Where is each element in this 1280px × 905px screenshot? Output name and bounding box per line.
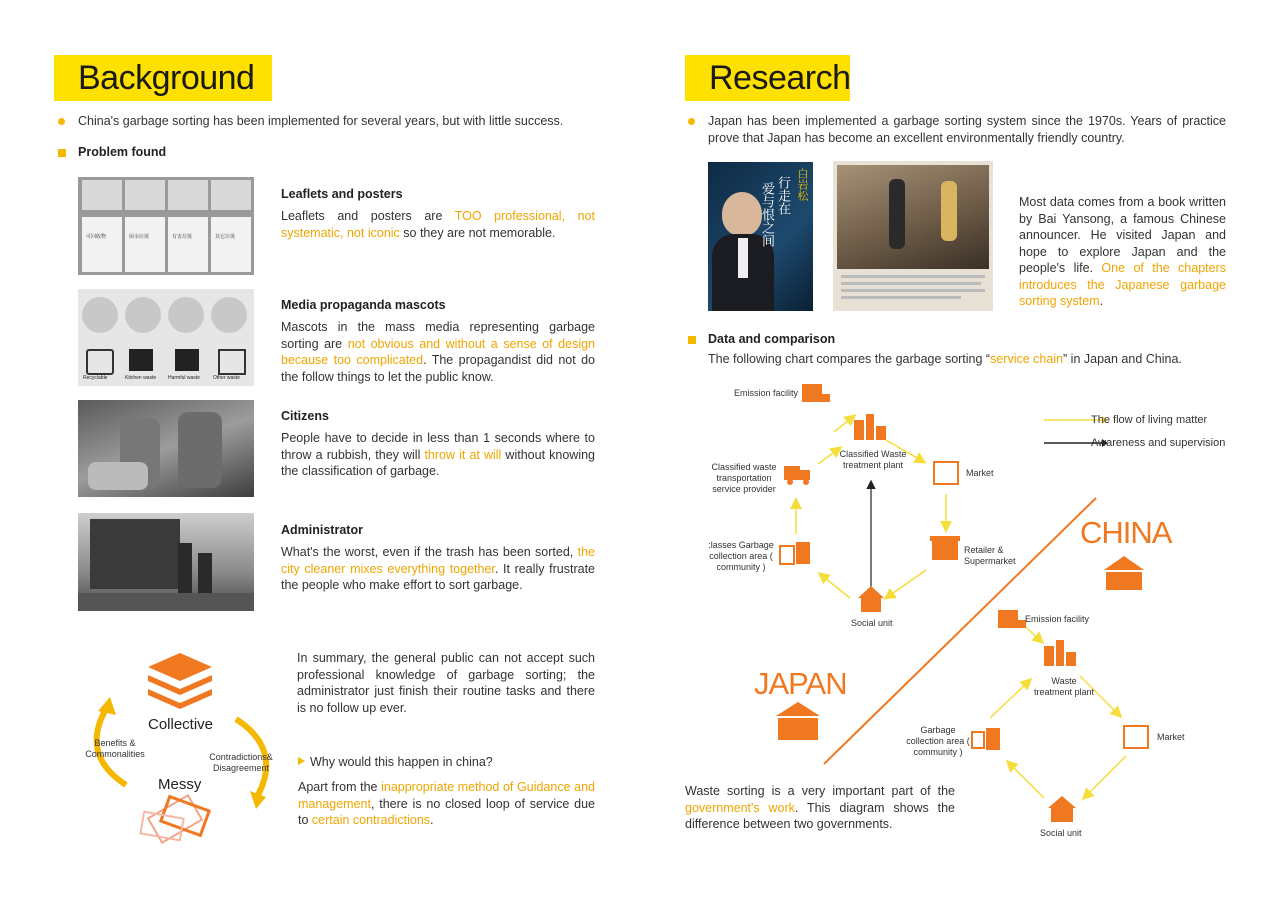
jp-transport-label: Classified waste transportation service provider — [711, 462, 777, 494]
japan-bank-icon — [776, 702, 820, 716]
arrow-cn-market-to-social — [1084, 756, 1126, 798]
background-title: Background — [78, 58, 255, 97]
retailer-shop-icon — [932, 540, 958, 560]
poster-label: 厨余垃圾 — [129, 234, 150, 240]
summary-text: In summary, the general public can not accept such professional knowledge of garbage sorting; the administrator just finish their routine tasks and there is no follow up ever. — [297, 651, 595, 715]
problem-2-text: Mascots in the mass media representing garbage sorting are not obvious and without a sense of design because too complicated. The propagandist did not do the follow things to let the public know. — [281, 320, 596, 384]
posters-photo — [78, 177, 254, 275]
cn-collection-label: Garbage collection area ( community ) — [906, 725, 970, 757]
problem-3-heading: Citizens — [281, 409, 329, 423]
arrow-cn-social-to-collection — [1008, 762, 1044, 798]
poster-label: 其它垃圾 — [215, 234, 236, 240]
jp-emission-label: Emission facility — [734, 388, 799, 398]
citizens-photo — [78, 400, 254, 497]
problem-1-text: Leaflets and posters are TOO professional, not systematic, not iconic so they are not memorable. — [281, 209, 595, 240]
jp-social-label: Social unit — [851, 618, 893, 628]
bullet-dot — [688, 118, 695, 125]
problem-2-heading: Media propaganda mascots — [281, 298, 446, 312]
bullet-dot — [58, 118, 65, 125]
background-intro: China's garbage sorting has been implemented for several years, but with little success. — [78, 114, 564, 128]
mascot-label: Other waste — [213, 375, 240, 381]
arrow-cn-collection-to-plant — [990, 680, 1030, 718]
service-chain-diagram — [680, 370, 1280, 850]
book-page-image — [833, 161, 993, 311]
legend-awareness-label: Awareness and supervision — [1091, 437, 1226, 449]
cn-social-unit-icon — [1048, 796, 1076, 808]
market-bag-icon — [934, 462, 958, 484]
social-unit-icon — [858, 586, 884, 598]
cn-emission-label: Emission facility — [1025, 614, 1090, 624]
cycle-right-label: Contradictions& Disagreement — [209, 752, 273, 773]
cycle-left-label: Benefits & Commonalities — [85, 738, 145, 759]
administrator-photo — [78, 513, 254, 611]
problem-4-text: What's the worst, even if the trash has been sorted, the city cleaner mixes everything together. It really frustrate the people who make effort to sort garbage. — [281, 545, 595, 592]
japan-label: JAPAN — [754, 666, 847, 701]
cycle-bottom-label: Messy — [158, 776, 202, 793]
emission-facility-icon — [802, 384, 822, 402]
book-title-1: 行走在 — [776, 176, 791, 215]
mascots-photo — [78, 289, 254, 386]
cn-social-label: Social unit — [1040, 828, 1082, 838]
problem-4-heading: Administrator — [281, 523, 363, 537]
poster-label: 有害垃圾 — [172, 234, 193, 240]
mascot-label: Harmful waste — [168, 375, 200, 381]
arrow-transport-to-plant — [818, 448, 840, 464]
cn-emission-icon — [998, 610, 1018, 628]
background-title-box — [54, 55, 272, 101]
bullet-square — [58, 149, 66, 157]
problem-heading: Problem found — [78, 145, 167, 159]
problem-3-text: People have to decide in less than 1 seconds where to throw a rubbish, they will throw it at will without knowing the classification of garbage. — [281, 431, 595, 478]
cn-plant-label: Waste treatment plant — [1033, 676, 1095, 697]
collection-bin-icon — [780, 546, 794, 564]
arrow-retailer-to-social — [886, 570, 926, 598]
cn-market-label: Market — [1157, 732, 1185, 742]
chart-intro: The following chart compares the garbage sorting “service chain” in Japan and China. — [708, 352, 1182, 366]
mascot-label: Kitchen waste — [125, 375, 157, 381]
research-title-box — [685, 55, 850, 101]
jp-plant-label: Classified Waste treatment plant — [839, 449, 907, 470]
why-heading: Why would this happen in china? — [310, 755, 493, 769]
data-heading: Data and comparison — [708, 332, 836, 346]
poster-label: 可回收物 — [86, 234, 107, 240]
book-author: 白岩松 — [796, 168, 808, 201]
book-title-2: 爱与恨之间 — [760, 182, 775, 247]
mascot-label: Recyclable — [83, 375, 108, 381]
jp-market-label: Market — [966, 468, 994, 478]
cycle-top-label: Collective — [148, 716, 214, 733]
triangle-bullet-icon — [298, 757, 305, 765]
arrow-social-to-classes — [820, 574, 850, 598]
research-intro: Japan has been implemented a garbage sorting system since the 1970s. Years of practice prove that Japan has become an excellent environmentally friendly country. — [708, 114, 1226, 145]
research-title: Research — [709, 58, 851, 97]
china-label: CHINA — [1080, 515, 1172, 550]
conclusion-text: Waste sorting is a very important part of the government's work. This diagram shows the difference between two governments. — [685, 784, 955, 831]
legend-flow-label: The flow of living matter — [1091, 414, 1208, 426]
why-text: Apart from the inappropriate method of Guidance and management, there is no closed loop of service due to certain contradictions. — [298, 780, 595, 827]
treatment-plant-icon — [854, 420, 864, 440]
problem-1-heading: Leaflets and posters — [281, 187, 403, 201]
truck-icon — [784, 466, 800, 480]
jp-classes-label: :lasses Garbage collection area ( community ) — [708, 540, 774, 572]
bullet-square — [688, 336, 696, 344]
book-cover-image — [708, 162, 813, 311]
layer-icon-top — [148, 653, 212, 681]
cn-collection-bin-icon — [972, 732, 984, 748]
jp-retailer-label: Retailer & Supermarket — [964, 545, 1016, 566]
cn-market-icon — [1124, 726, 1148, 748]
source-text: Most data comes from a book written by Bai Yansong, a famous Chinese announcer. He visited Japan and hope to explore Japan and the people's life. One of the chapters introduces the Japanese garbage sorting system. — [1019, 195, 1226, 308]
china-bank-icon — [1104, 556, 1144, 570]
cn-plant-icon — [1044, 646, 1054, 666]
arrow-plant-to-emission — [834, 416, 854, 432]
